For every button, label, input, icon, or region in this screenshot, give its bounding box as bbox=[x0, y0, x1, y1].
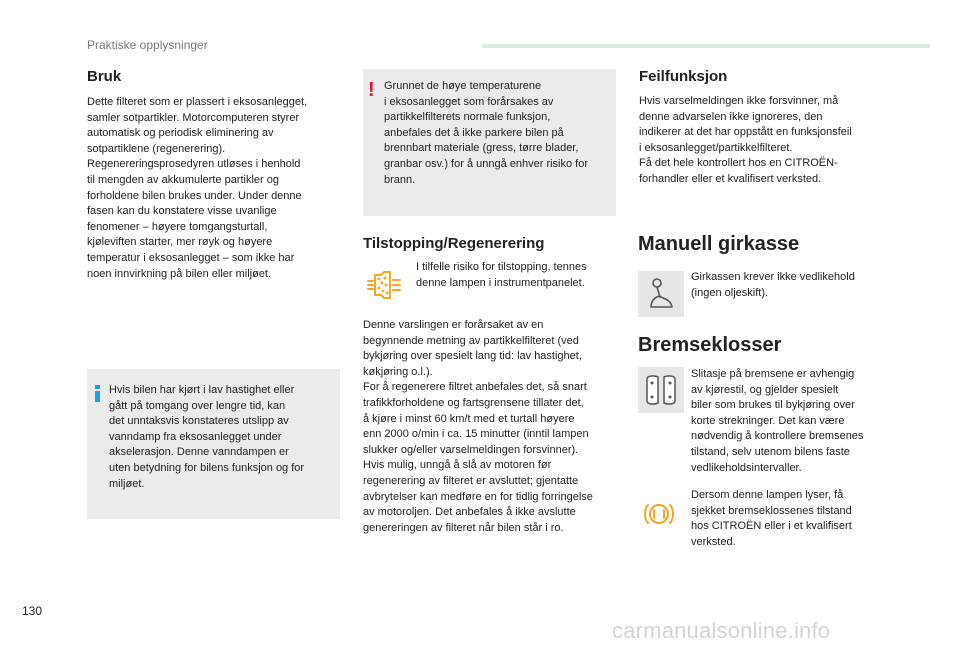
watermark: carmanualsonline.info bbox=[612, 618, 831, 643]
particle-filter-icon bbox=[361, 262, 407, 308]
info-icon bbox=[95, 385, 100, 402]
warning-note-text: Grunnet de høye temperaturene i eksosanlegget som forårsakes av partikkelfilterets normale funksjon, anbefales det å ikke parkere bilen på brennbart materiale (gress, tørre blader, granbar osv.) for å unngå enhver risiko for brann. bbox=[384, 80, 589, 186]
heading-tilstopping: Tilstopping/Regenerering bbox=[363, 235, 545, 252]
manuell-text: Girkassen krever ikke vedlikehold (ingen oljeskift). bbox=[691, 271, 855, 299]
exclamation-icon: ! bbox=[368, 79, 375, 101]
header-accent-bar bbox=[482, 44, 930, 48]
page-number: 130 bbox=[22, 604, 43, 618]
bruk-text: Dette filteret som er plassert i eksosanlegget, samler sotpartikler. Motorcomputeren styrer automatisk og periodisk eliminering av sotpartiklene (regenerering). Regenereringsprosedyren utløses i henhold til mengden av akkumulerte partikler og forholdene bilen brukes under. Under denne fasen kan du konstatere visse uvanlige fenomener – høyere tomgangsturtall, kjøleviften starter, mer røyk og høyere temperatur i eksosanlegget – som ikke har noen innvirkning på bilen eller miljøet. bbox=[87, 96, 308, 280]
heading-manuell-girkasse: Manuell girkasse bbox=[638, 233, 800, 255]
feilfunksjon-text: Hvis varselmeldingen ikke forsvinner, må denne advarselen ikke ignoreres, den indikerer at det har oppstått en funksjonsfeil i eksosanlegget/partikkelfilteret. Få det hele kontrollert hos en CITROËN- forhandler eller et kvalifisert verksted. bbox=[639, 95, 852, 185]
info-note-text: Hvis bilen har kjørt i lav hastighet eller gått på tomgang over lengre tid, kan det unntaksvis konstateres utslipp av vanndamp fra eksosanlegget under akselerasjon. Denne vanndampen er uten betydning for bilens funksjon og for miljøet. bbox=[109, 384, 305, 490]
info-note-box bbox=[87, 369, 340, 519]
gear-lever-icon bbox=[638, 271, 684, 317]
heading-bremseklosser: Bremseklosser bbox=[638, 334, 782, 356]
running-header: Praktiske opplysninger bbox=[87, 38, 208, 52]
filter-lamp-text: I tilfelle risiko for tilstopping, tennes denne lampen i instrumentpanelet. bbox=[416, 261, 587, 289]
heading-bruk: Bruk bbox=[87, 68, 122, 85]
brake-pads-icon bbox=[638, 367, 684, 413]
tilstopping-text: Denne varslingen er forårsaket av en begynnende metning av partikkelfilteret (ved bykjøring over spesielt lang tid: lav hastighet, køkjøring o.l.). For å regenerere filtret anbefales det, så snart trafikkforholdene og fartsgrensene tillater det, å kjøre i minst 60 km/t med et turtall høyere enn 2000 o/min i ca. 15 minutter (inntil lampen slukker og/eller varselmeldingen forsvinner). Hvis mulig, unngå å slå av motoren før regenerering av filteret er avsluttet; gjentatte avbrytelser kan medføre en for tidlig forringelse av motoroljen. Det anbefales å ikke avslutte genereringen av filteret når bilen står i ro. bbox=[363, 319, 593, 534]
brake-wear-icon bbox=[636, 491, 682, 537]
warning-note-box bbox=[363, 69, 616, 216]
bremseklosser-text: Slitasje på bremsene er avhengig av kjørestil, og gjelder spesielt biler som brukes til bykjøring over korte strekninger. Det kan være nødvendig å kontrollere bremsenes tilstand, selv utenom bilens faste vedlikeholdsintervaller. bbox=[691, 368, 864, 474]
brake-lamp-text: Dersom denne lampen lyser, få sjekket bremseklossenes tilstand hos CITROËN eller i et kvalifisert verksted. bbox=[691, 489, 852, 548]
heading-feilfunksjon: Feilfunksjon bbox=[639, 68, 728, 85]
